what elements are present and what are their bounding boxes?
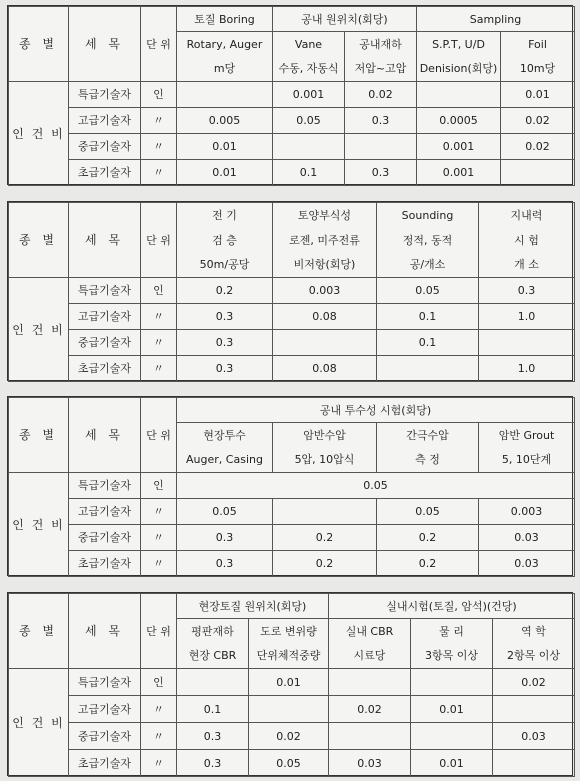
value-cell: 0.3 (345, 108, 417, 134)
physical-subheader: 3항목 이상 (411, 644, 493, 669)
value-cell (493, 750, 575, 777)
unit-cell: 〃 (141, 160, 177, 186)
value-cell: 0.05 (377, 499, 479, 525)
grade-label: 고급기술자 (69, 304, 141, 330)
field-permeability-subheader: Auger, Casing (177, 448, 273, 473)
category-header: 종 별 (9, 7, 69, 82)
electric-subheader: 검 층 (177, 228, 273, 253)
value-cell: 0.1 (377, 304, 479, 330)
unit-cell: 〃 (141, 330, 177, 356)
value-cell (345, 134, 417, 160)
value-cell: 0.08 (273, 356, 377, 382)
group-label: 인 건 비 (9, 82, 69, 186)
rock-water-pressure-header: 암반수압 (273, 423, 377, 448)
corrosion-subheader: 로젠, 미주전류 (273, 228, 377, 253)
category-header: 종 별 (9, 203, 69, 278)
value-cell (329, 669, 411, 696)
pore-pressure-subheader: 측 정 (377, 448, 479, 473)
field-insitu-header: 현장토질 원위치(회당) (177, 594, 329, 619)
value-cell: 0.0005 (417, 108, 501, 134)
mechanical-header: 역 학 (493, 619, 575, 644)
field-permeability-header: 현장투수 (177, 423, 273, 448)
vane-header: Vane (273, 32, 345, 57)
value-cell (177, 669, 249, 696)
group-label: 인 건 비 (9, 278, 69, 382)
value-cell: 0.05 (273, 108, 345, 134)
insitu-header: 공내 원위치(회당) (273, 7, 417, 32)
grade-label: 특급기술자 (69, 278, 141, 304)
grade-label: 고급기술자 (69, 696, 141, 723)
value-cell: 0.2 (177, 278, 273, 304)
vane-unit: 수동, 자동식 (273, 57, 345, 82)
pressure-header: 공내재하 (345, 32, 417, 57)
corrosion-unit: 비저항(회당) (273, 253, 377, 278)
unit-header: 단 위 (141, 594, 177, 669)
value-cell: 0.02 (501, 134, 575, 160)
unit-cell: 〃 (141, 723, 177, 750)
unit-cell: 〃 (141, 750, 177, 777)
unit-cell: 〃 (141, 499, 177, 525)
value-cell (273, 134, 345, 160)
value-cell: 0.3 (345, 160, 417, 186)
value-cell: 0.2 (273, 551, 377, 577)
value-cell: 0.03 (479, 525, 575, 551)
group-label: 인 건 비 (9, 473, 69, 577)
lab-test-header: 실내시험(토질, 암석)(건당) (329, 594, 575, 619)
value-cell: 0.03 (493, 723, 575, 750)
unit-cell: 〃 (141, 551, 177, 577)
value-cell: 0.3 (177, 304, 273, 330)
table-2 (7, 201, 573, 381)
value-cell (493, 696, 575, 723)
value-cell: 0.05 (377, 278, 479, 304)
value-cell: 0.001 (417, 160, 501, 186)
bearing-header: 지내력 (479, 203, 575, 228)
item-header: 세 목 (69, 398, 141, 473)
category-header: 종 별 (9, 594, 69, 669)
value-cell: 0.3 (177, 330, 273, 356)
value-cell: 0.02 (249, 723, 329, 750)
value-cell (479, 330, 575, 356)
road-displacement-header: 도로 변위량 (249, 619, 329, 644)
group-label: 인 건 비 (9, 669, 69, 777)
value-cell (177, 82, 273, 108)
value-cell: 0.01 (501, 82, 575, 108)
value-cell: 0.02 (345, 82, 417, 108)
value-cell (501, 160, 575, 186)
value-cell (249, 696, 329, 723)
grade-label: 특급기술자 (69, 82, 141, 108)
value-cell: 0.005 (177, 108, 273, 134)
value-cell: 0.02 (329, 696, 411, 723)
mechanical-subheader: 2항목 이상 (493, 644, 575, 669)
grade-label: 고급기술자 (69, 499, 141, 525)
unit-cell: 〃 (141, 108, 177, 134)
value-cell: 0.05 (249, 750, 329, 777)
grade-label: 중급기술자 (69, 723, 141, 750)
foil-unit: 10m당 (501, 57, 575, 82)
item-header: 세 목 (69, 203, 141, 278)
spt-header: S.P.T, U/D (417, 32, 501, 57)
value-cell (411, 723, 493, 750)
value-cell (417, 82, 501, 108)
value-cell: 0.03 (329, 750, 411, 777)
permeability-header: 공내 투수성 시험(회당) (177, 398, 575, 423)
value-cell: 0.01 (177, 160, 273, 186)
unit-cell: 인 (141, 473, 177, 499)
electric-unit: 50m/공당 (177, 253, 273, 278)
value-cell (411, 669, 493, 696)
value-cell: 1.0 (479, 304, 575, 330)
grade-label: 초급기술자 (69, 750, 141, 777)
grade-label: 초급기술자 (69, 356, 141, 382)
value-cell: 0.2 (273, 525, 377, 551)
value-cell: 0.3 (177, 356, 273, 382)
unit-cell: 인 (141, 669, 177, 696)
boring-unit: m당 (177, 57, 273, 82)
table-3 (7, 396, 573, 576)
plate-load-header: 평판재하 (177, 619, 249, 644)
lab-cbr-subheader: 시료당 (329, 644, 411, 669)
bearing-subheader: 시 험 (479, 228, 575, 253)
boring-subheader: Rotary, Auger (177, 32, 273, 57)
lab-cbr-header: 실내 CBR (329, 619, 411, 644)
grade-label: 특급기술자 (69, 669, 141, 696)
rock-grout-subheader: 5, 10단계 (479, 448, 575, 473)
item-header: 세 목 (69, 594, 141, 669)
value-cell: 0.3 (177, 551, 273, 577)
sampling-header: Sampling (417, 7, 575, 32)
road-displacement-subheader: 단위체적중량 (249, 644, 329, 669)
unit-cell: 〃 (141, 525, 177, 551)
grade-label: 초급기술자 (69, 551, 141, 577)
pressure-unit: 저압~고압 (345, 57, 417, 82)
value-cell: 0.05 (177, 499, 273, 525)
unit-cell: 〃 (141, 304, 177, 330)
value-cell: 0.03 (479, 551, 575, 577)
value-cell: 0.01 (411, 750, 493, 777)
table-1 (7, 5, 573, 185)
grade-label: 초급기술자 (69, 160, 141, 186)
value-cell (329, 723, 411, 750)
value-cell: 0.001 (417, 134, 501, 160)
unit-cell: 〃 (141, 134, 177, 160)
value-cell: 0.3 (479, 278, 575, 304)
sounding-subheader: 정적, 동적 (377, 228, 479, 253)
value-cell: 0.02 (493, 669, 575, 696)
unit-cell: 〃 (141, 696, 177, 723)
value-cell: 0.1 (177, 696, 249, 723)
physical-header: 물 리 (411, 619, 493, 644)
pore-pressure-header: 간극수압 (377, 423, 479, 448)
spt-unit: Denision(회당) (417, 57, 501, 82)
electric-header: 전 기 (177, 203, 273, 228)
grade-label: 중급기술자 (69, 134, 141, 160)
value-cell (273, 330, 377, 356)
sounding-header: Sounding (377, 203, 479, 228)
value-cell-merged: 0.05 (177, 473, 575, 499)
category-header: 종 별 (9, 398, 69, 473)
boring-header: 토질 Boring (177, 7, 273, 32)
unit-header: 단 위 (141, 7, 177, 82)
grade-label: 중급기술자 (69, 525, 141, 551)
value-cell: 0.01 (249, 669, 329, 696)
plate-load-subheader: 현장 CBR (177, 644, 249, 669)
value-cell: 0.08 (273, 304, 377, 330)
unit-cell: 인 (141, 278, 177, 304)
table-4 (7, 592, 573, 776)
value-cell: 1.0 (479, 356, 575, 382)
value-cell: 0.1 (273, 160, 345, 186)
rock-water-pressure-subheader: 5압, 10압식 (273, 448, 377, 473)
sounding-unit: 공/개소 (377, 253, 479, 278)
foil-header: Foil (501, 32, 575, 57)
rock-grout-header: 암반 Grout (479, 423, 575, 448)
value-cell: 0.1 (377, 330, 479, 356)
value-cell (377, 356, 479, 382)
value-cell: 0.3 (177, 723, 249, 750)
unit-header: 단 위 (141, 203, 177, 278)
grade-label: 중급기술자 (69, 330, 141, 356)
value-cell: 0.01 (411, 696, 493, 723)
value-cell: 0.2 (377, 551, 479, 577)
unit-cell: 〃 (141, 356, 177, 382)
unit-header: 단 위 (141, 398, 177, 473)
item-header: 세 목 (69, 7, 141, 82)
value-cell: 0.01 (177, 134, 273, 160)
value-cell: 0.003 (479, 499, 575, 525)
value-cell: 0.3 (177, 525, 273, 551)
grade-label: 특급기술자 (69, 473, 141, 499)
unit-cell: 인 (141, 82, 177, 108)
value-cell: 0.003 (273, 278, 377, 304)
value-cell: 0.02 (501, 108, 575, 134)
value-cell (273, 499, 377, 525)
value-cell: 0.3 (177, 750, 249, 777)
grade-label: 고급기술자 (69, 108, 141, 134)
corrosion-header: 토양부식성 (273, 203, 377, 228)
bearing-unit: 개 소 (479, 253, 575, 278)
value-cell: 0.2 (377, 525, 479, 551)
value-cell: 0.001 (273, 82, 345, 108)
